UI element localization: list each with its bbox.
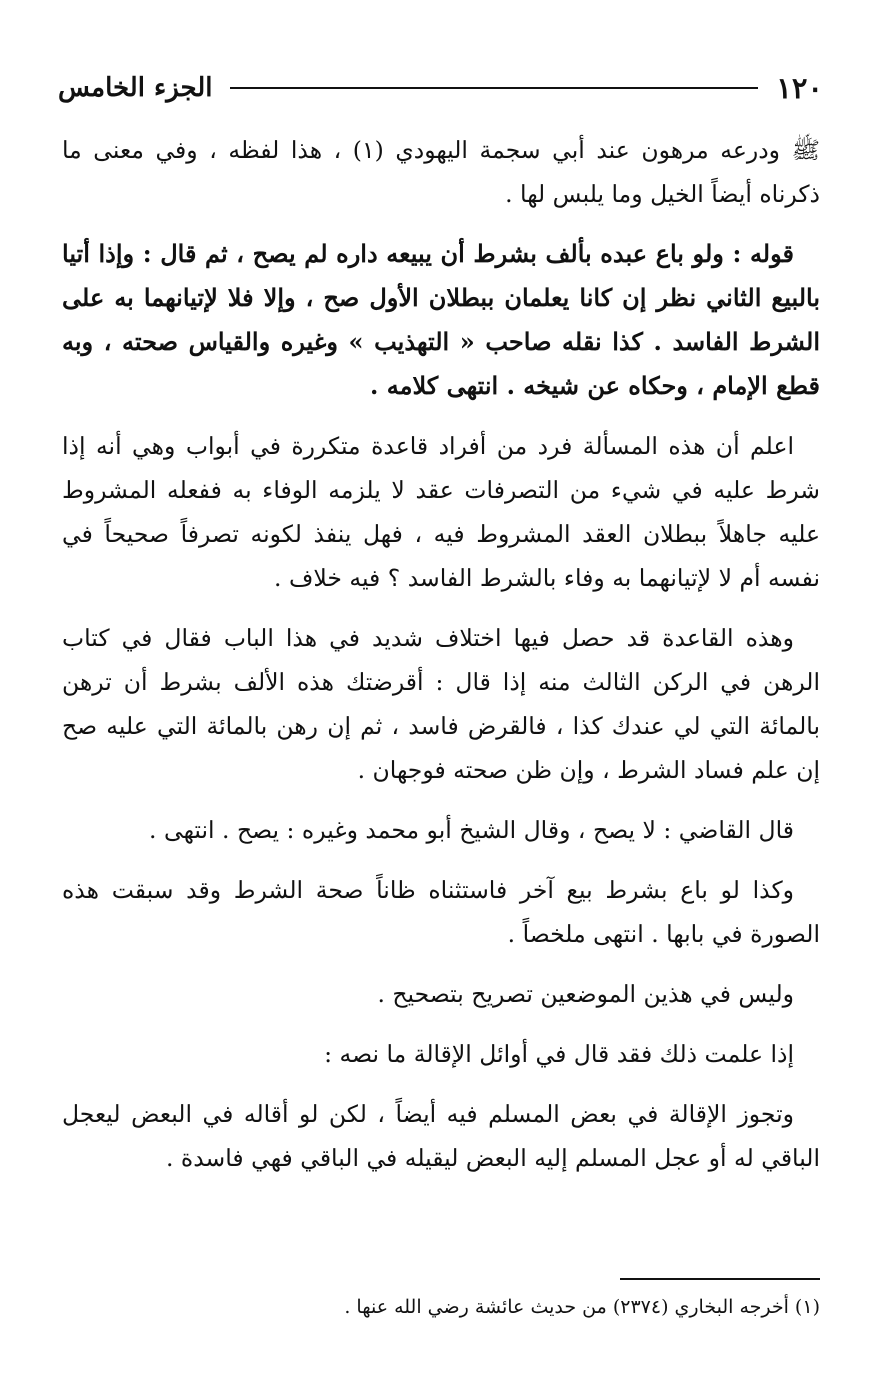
body-text <box>62 128 820 1196</box>
paragraph-continuation: ﷺ ودرعه مرهون عند أبي سجمة اليهودي (١) ، هذا لفظه ، وفي معنى ما ذكرناه أيضاً الخيل وما يلبس لها . <box>62 136 820 208</box>
paragraph-rule-explanation: اعلم أن هذه المسألة فرد من أفراد قاعدة متكررة في أبواب وهي أنه إذا شرط عليه في شيء من التصرفات عقد لا يلزمه الوفاء به ففعله المشروط عليه جاهلاً ببطلان العقد المشروط فيه ، فهل ينفذ لكونه تصرفاً صحيحاً في نفسه أم لا لإتيانهما به وفاء بالشرط الفاسد ؟ فيه خلاف . <box>62 432 820 592</box>
page-number: ١٢٠ <box>776 71 823 105</box>
paragraph-no-explicit-ruling: وليس في هذين الموضعين تصريح بتصحيح . <box>377 980 794 1008</box>
footnote: (١) أخرجه البخاري (٢٣٧٤) من حديث عائشة رضي الله عنها . <box>344 1296 820 1318</box>
paragraph-qadi-opinion: قال القاضي : لا يصح ، وقال الشيخ أبو محمد وغيره : يصح . انتهى . <box>149 816 794 844</box>
paragraph-iqala-intro: إذا علمت ذلك فقد قال في أوائل الإقالة ما نصه : <box>324 1040 794 1068</box>
part-title: الجزء الخامس <box>58 73 213 103</box>
footnote-rule <box>620 1278 820 1280</box>
paragraph-sale-condition: وكذا لو باع بشرط بيع آخر فاستثناه ظاناً صحة الشرط وقد سبقت هذه الصورة في بابها . انتهى ملخصاً . <box>62 876 820 948</box>
paragraph-rahn-chapter: وهذه القاعدة قد حصل فيها اختلاف شديد في هذا الباب فقال في كتاب الرهن في الركن الثالث منه إذا قال : أقرضتك هذه الألف بشرط أن ترهن بالمائة التي لي عندك كذا ، فالقرض فاسد ، ثم إن رهن بالمائة التي عليه صح إن علم فساد الشرط ، وإن ظن صحته فوجهان . <box>62 624 820 784</box>
paragraph-quoted-statement: قوله : ولو باع عبده بألف بشرط أن يبيعه داره لم يصح ، ثم قال : وإذا أتيا بالبيع الثاني نظر إن كانا يعلمان ببطلان الأول صح ، وإلا فلا لإتيانهما به على الشرط الفاسد . كذا نقله صاحب « التهذيب » وغيره والقياس صحته ، وبه قطع الإمام ، وحكاه عن شيخه . انتهى كلامه . <box>62 239 820 400</box>
running-header <box>58 68 823 108</box>
header-rule <box>230 87 758 89</box>
paragraph-iqala-ruling: وتجوز الإقالة في بعض المسلم فيه أيضاً ، لكن لو أقاله في البعض ليعجل الباقي له أو عجل المسلم إليه البعض ليقيله في الباقي فهي فاسدة . <box>62 1100 820 1172</box>
